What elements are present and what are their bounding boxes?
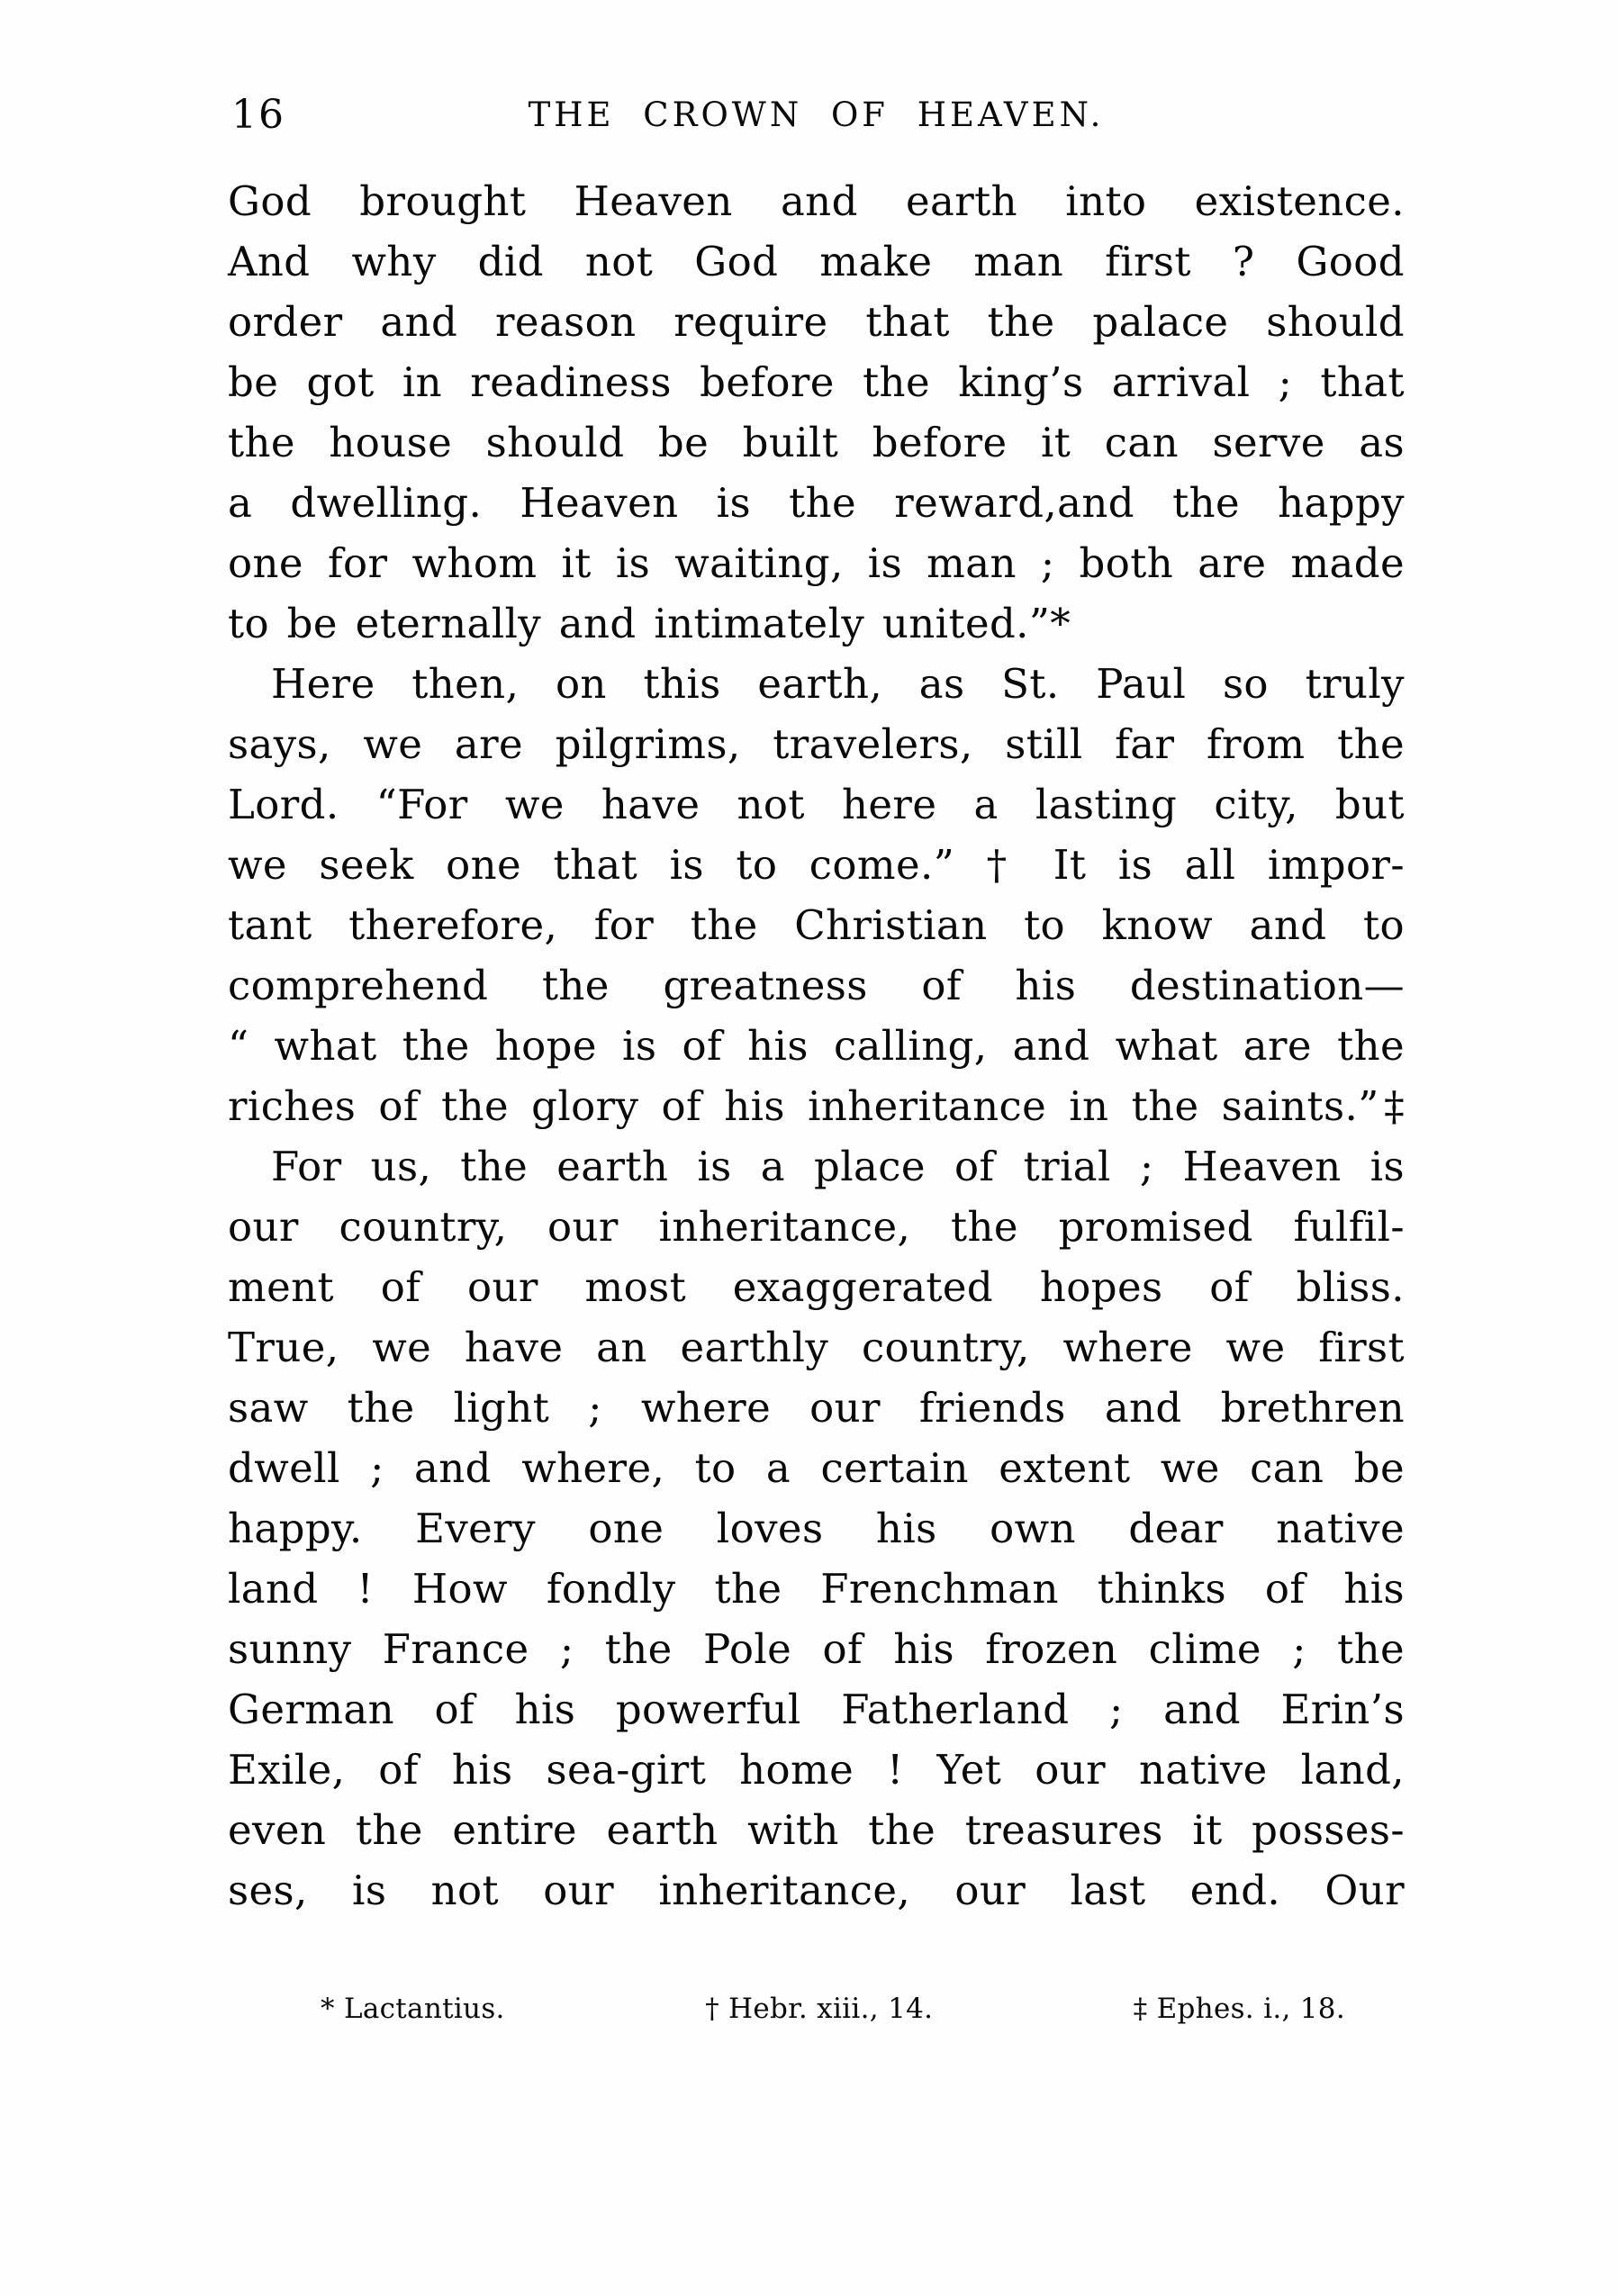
text-line: dwell ; and where, to a certain extent we can be: [228, 1444, 1405, 1492]
text-line: order and reason require that the palace should: [228, 298, 1405, 346]
running-header: [228, 90, 1405, 144]
text-line: a dwelling. Heaven is the reward,and the happy: [228, 479, 1405, 527]
text-line: ses, is not our inheritance, our last end. Our: [228, 1867, 1405, 1914]
text-line: happy. Every one loves his own dear native: [228, 1505, 1405, 1552]
text-line: God brought Heaven and earth into existence.: [228, 177, 1405, 225]
footnotes: [321, 1993, 1345, 2025]
text-line: Exile, of his sea-girt home ! Yet our native land,: [228, 1746, 1405, 1794]
text-line: land ! How fondly the Frenchman thinks of his: [228, 1565, 1405, 1613]
text-line: be got in readiness before the king’s arrival ; that: [228, 358, 1405, 406]
text-line: Here then, on this earth, as St. Paul so truly: [271, 660, 1405, 708]
footnote-lactantius: * Lactantius.: [321, 1993, 505, 2025]
footnote-hebrews: † Hebr. xiii., 14.: [705, 1993, 934, 2025]
text-line: sunny France ; the Pole of his frozen clime ; the: [228, 1625, 1405, 1673]
text-line: tant therefore, for the Christian to know and to: [228, 901, 1405, 949]
text-line: saw the light ; where our friends and brethren: [228, 1384, 1405, 1432]
text-line: Lord. “For we have not here a lasting city, but: [228, 781, 1405, 828]
text-line: our country, our inheritance, the promised fulfil-: [228, 1203, 1405, 1251]
body-text: [228, 171, 1405, 1921]
text-line: “ what the hope is of his calling, and what are the: [228, 1022, 1405, 1070]
page-number: 16: [231, 92, 285, 138]
page-title: THE CROWN OF HEAVEN.: [528, 95, 1105, 134]
text-line: even the entire earth with the treasures it posses-: [228, 1806, 1405, 1854]
text-line: we seek one that is to come.” † It is all impor-: [228, 841, 1405, 889]
text-line: ment of our most exaggerated hopes of bliss.: [228, 1263, 1405, 1311]
text-line: to be eternally and intimately united.”*: [228, 600, 1071, 647]
text-line: one for whom it is waiting, is man ; both are made: [228, 539, 1405, 587]
text-line: the house should be built before it can serve as: [228, 419, 1405, 466]
text-line: comprehend the greatness of his destination—: [228, 962, 1405, 1009]
text-line: riches of the glory of his inheritance in the saints.”‡: [228, 1082, 1405, 1130]
text-line: says, we are pilgrims, travelers, still far from the: [228, 720, 1405, 768]
text-line: True, we have an earthly country, where we first: [228, 1324, 1405, 1371]
text-line: German of his powerful Fatherland ; and Erin’s: [228, 1686, 1405, 1733]
text-line: For us, the earth is a place of trial ; Heaven is: [271, 1143, 1405, 1190]
text-line: And why did not God make man first ? Good: [228, 238, 1405, 285]
footnote-ephesians: ‡ Ephes. i., 18.: [1133, 1993, 1345, 2025]
